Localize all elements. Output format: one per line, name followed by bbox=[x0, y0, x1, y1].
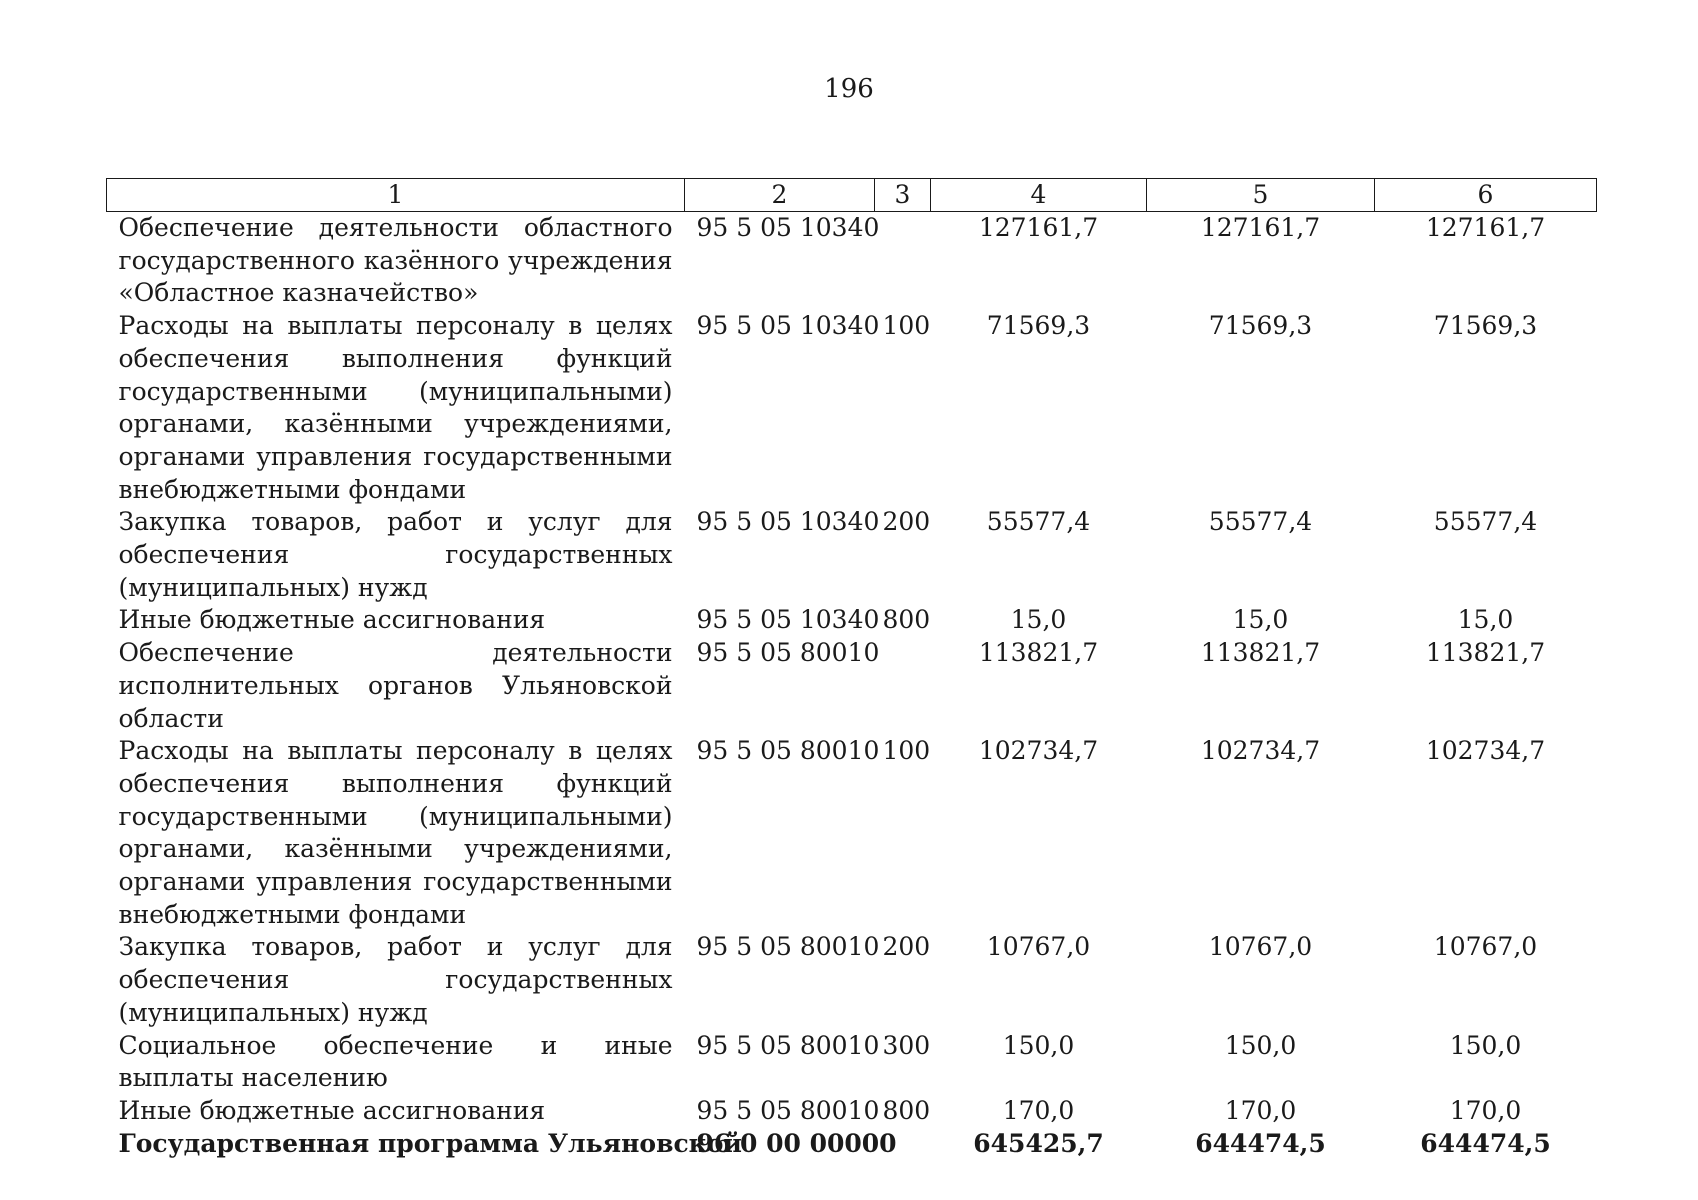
table-row bbox=[107, 310, 1597, 506]
row-value-col4-cell: 15,0 bbox=[1010, 605, 1067, 635]
row-code-cell: 95 5 05 80010 bbox=[696, 736, 880, 766]
row-name-cell: Иные бюджетные ассигнования bbox=[118, 1095, 546, 1125]
row-value-col5-cell: 127161,7 bbox=[1200, 213, 1321, 242]
row-expense-type-cell: 100 bbox=[882, 311, 931, 341]
row-expense-type-cell bbox=[875, 212, 931, 311]
row-value-col6-cell: 644474,5 bbox=[1420, 1128, 1551, 1158]
row-code-cell: 95 5 05 80010 bbox=[696, 638, 880, 668]
row-value-col4-cell: 102734,7 bbox=[978, 736, 1099, 766]
row-value-col4-cell: 645425,7 bbox=[973, 1128, 1104, 1158]
header-col-6: 6 bbox=[1375, 179, 1597, 212]
row-value-col4-cell: 127161,7 bbox=[978, 213, 1099, 242]
row-code-cell: 95 5 05 10340 bbox=[696, 507, 880, 537]
row-value-col5-cell: 71569,3 bbox=[1208, 311, 1313, 341]
row-name-cell: Закупка товаров, работ и услуг для обеспечения государственных (муниципальных) нужд bbox=[118, 507, 673, 602]
row-expense-type-cell bbox=[875, 637, 931, 735]
page-number: 196 bbox=[824, 74, 874, 104]
table-row bbox=[107, 1030, 1597, 1095]
row-value-col4-cell: 150,0 bbox=[1002, 1030, 1075, 1060]
table-row bbox=[107, 604, 1597, 637]
row-value-col5-cell: 10767,0 bbox=[1208, 932, 1313, 962]
table-header-row bbox=[107, 179, 1597, 212]
header-col-3: 3 bbox=[875, 179, 931, 212]
row-expense-type-cell: 100 bbox=[882, 736, 931, 766]
row-name-cell: Расходы на выплаты персоналу в целях обеспечения выполнения функций государственными (муниципальными) органами, казёнными учреждениями, органами управления государственными внебюджетными фондами bbox=[118, 736, 673, 929]
table-body bbox=[107, 212, 1597, 1161]
row-value-col6-cell: 113821,7 bbox=[1425, 638, 1546, 668]
header-col-4: 4 bbox=[931, 179, 1147, 212]
row-code-cell: 96 0 00 00000 bbox=[696, 1128, 897, 1158]
row-value-col6-cell: 170,0 bbox=[1449, 1095, 1522, 1125]
table-row bbox=[107, 637, 1597, 735]
row-value-col4-cell: 55577,4 bbox=[986, 507, 1091, 537]
row-value-col6-cell: 71569,3 bbox=[1433, 311, 1538, 341]
table-row bbox=[107, 506, 1597, 604]
row-value-col6-cell: 102734,7 bbox=[1425, 736, 1546, 766]
header-col-2: 2 bbox=[685, 179, 875, 212]
row-expense-type-cell: 300 bbox=[882, 1030, 931, 1060]
row-name-cell: Расходы на выплаты персоналу в целях обеспечения выполнения функций государственными (муниципальными) органами, казёнными учреждениями, органами управления государственными внебюджетными фондами bbox=[118, 311, 673, 504]
row-value-col5-cell: 150,0 bbox=[1224, 1030, 1297, 1060]
row-name-cell: Иные бюджетные ассигнования bbox=[118, 605, 546, 635]
row-code-cell: 95 5 05 80010 bbox=[696, 1030, 880, 1060]
row-code-cell: 95 5 05 10340 bbox=[696, 213, 880, 242]
row-value-col6-cell: 127161,7 bbox=[1425, 213, 1546, 242]
row-value-col6-cell: 150,0 bbox=[1449, 1030, 1522, 1060]
row-value-col4-cell: 170,0 bbox=[1002, 1095, 1075, 1125]
header-col-1: 1 bbox=[107, 179, 685, 212]
row-value-col4-cell: 113821,7 bbox=[978, 638, 1099, 668]
table-row bbox=[107, 212, 1597, 311]
row-code-cell: 95 5 05 80010 bbox=[696, 932, 880, 962]
table-row bbox=[107, 735, 1597, 931]
table-row bbox=[107, 1128, 1597, 1161]
row-code-cell: 95 5 05 10340 bbox=[696, 311, 880, 341]
row-value-col5-cell: 102734,7 bbox=[1200, 736, 1321, 766]
row-value-col6-cell: 10767,0 bbox=[1433, 932, 1538, 962]
row-name-cell: Закупка товаров, работ и услуг для обеспечения государственных (муниципальных) нужд bbox=[118, 932, 673, 1027]
row-expense-type-cell: 200 bbox=[882, 932, 931, 962]
row-name-cell: Обеспечение деятельности областного государственного казённого учреждения «Областное казначейство» bbox=[118, 213, 673, 308]
row-value-col5-cell: 55577,4 bbox=[1208, 507, 1313, 537]
row-expense-type-cell: 200 bbox=[882, 507, 931, 537]
row-expense-type-cell: 800 bbox=[882, 605, 931, 635]
row-name-cell: Государственная программа Ульяновской bbox=[118, 1128, 742, 1158]
row-value-col5-cell: 170,0 bbox=[1224, 1095, 1297, 1125]
row-code-cell: 95 5 05 80010 bbox=[696, 1095, 880, 1125]
row-expense-type-cell: 800 bbox=[882, 1095, 931, 1125]
table-row bbox=[107, 1095, 1597, 1128]
row-name-cell: Обеспечение деятельности исполнительных органов Ульяновской области bbox=[118, 638, 673, 733]
row-value-col6-cell: 55577,4 bbox=[1433, 507, 1538, 537]
row-value-col5-cell: 644474,5 bbox=[1195, 1128, 1326, 1158]
header-col-5: 5 bbox=[1147, 179, 1375, 212]
row-value-col5-cell: 113821,7 bbox=[1200, 638, 1321, 668]
row-code-cell: 95 5 05 10340 bbox=[696, 605, 880, 635]
row-value-col6-cell: 15,0 bbox=[1457, 605, 1514, 635]
table-row bbox=[107, 931, 1597, 1029]
row-name-cell: Социальное обеспечение и иные выплаты населению bbox=[118, 1030, 673, 1093]
row-value-col5-cell: 15,0 bbox=[1232, 605, 1289, 635]
budget-table bbox=[106, 178, 1597, 1160]
row-value-col4-cell: 71569,3 bbox=[986, 311, 1091, 341]
row-value-col4-cell: 10767,0 bbox=[986, 932, 1091, 962]
